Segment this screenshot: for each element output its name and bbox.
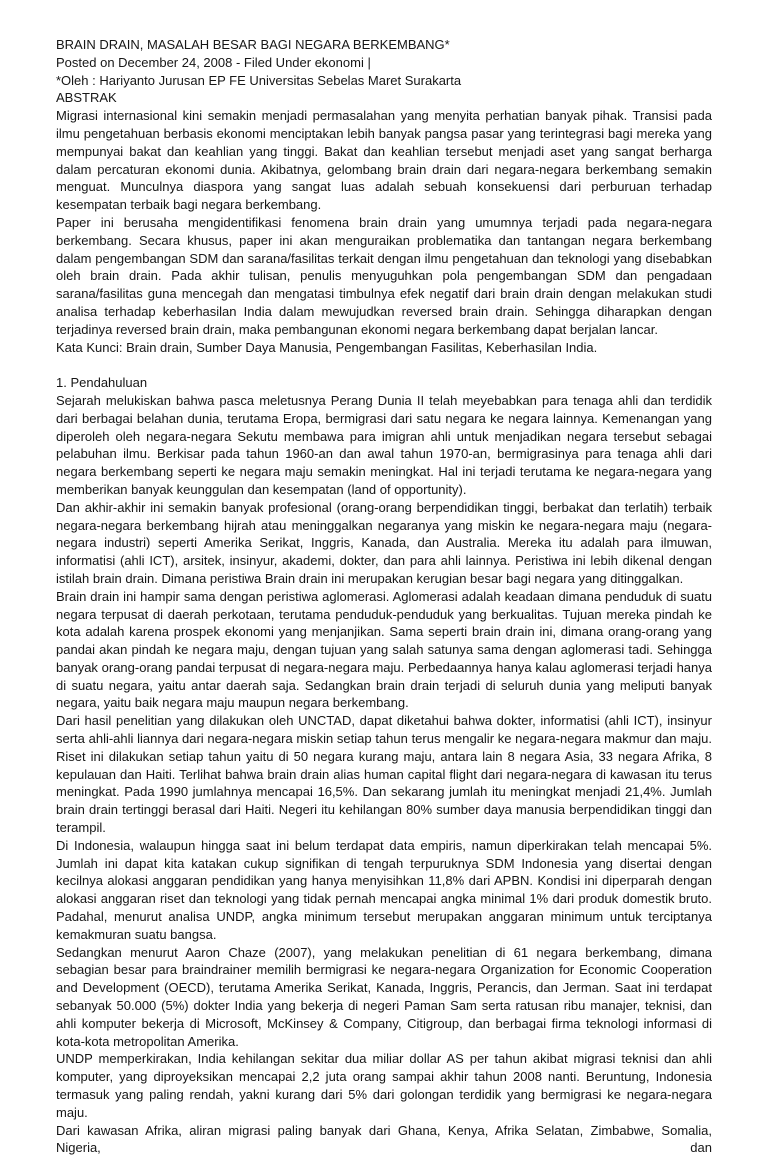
- intro-paragraph-3: Brain drain ini hampir sama dengan peristiwa aglomerasi. Aglomerasi adalah keadaan dimana penduduk di suatu negara terpusat di daerah perkotaan, terutama penduduk-penduduk yang berkualitas. Tujuan mereka pindah ke kota adalah karena prospek ekonomi yang menjanjikan. Sama seperti brain drain ini, dimana orang-orang yang pandai akan pindah ke negara maju, dengan tujuan yang salah satunya sama dengan aglomerasi tadi. Sehingga banyak orang-orang pandai terpusat di negara-negara maju. Perbedaannya hanya kalau aglomerasi terjadi hanya di suatu negara, yaitu antar daerah saja. Sedangkan brain drain terjadi di seluruh dunia yang meliputi banyak negara, yaitu baik negara maju maupun negara berkembang.: [56, 588, 712, 711]
- document-page: [56, 36, 712, 1157]
- section-heading: 1. Pendahuluan: [56, 375, 148, 391]
- intro-paragraph-4: Dari hasil penelitian yang dilakukan oleh UNCTAD, dapat diketahui bahwa dokter, informatisi (ahli ICT), insinyur serta ahli-ahli liannya dari negara-negara miskin setiap tahun terus mengalir ke negara-negara makmur dan maju. Riset ini dilakukan setiap tahun yaitu di 50 negara kurang maju, antara lain 8 negara Asia, 33 negara Afrika, 8 kepulauan dan Haiti. Terlihat bahwa brain drain alias human capital flight dari negara-negara di kawasan itu terus meningkat. Pada 1990 jumlahnya mencapai 16,5%. Dan sekarang jumlah itu meningkat menjadi 21,4%. Jumlah brain drain tertinggi berasal dari Haiti. Negeri itu kehilangan 80% sumber daya manusia berpendidikan tinggi dan terampil.: [56, 713, 712, 836]
- document-header: [56, 36, 712, 107]
- intro-paragraph-1: Sejarah melukiskan bahwa pasca meletusnya Perang Dunia II telah meyebabkan para tenaga ahli dan terdidik dari berbagai belahan dunia, terutama Eropa, bermigrasi dari satu negara ke negara lainnya. Kemenangan yang diperoleh oleh negara-negara Sekutu membawa para imigran ahli untuk menjadikan negara tersebut sebagai pelabuhan ilmu. Berkisar pada tahun 1960-an dan awal tahun 1970-an, bermigrasinya para tenaga ahli dari negara berkembang seperti ke negara maju semakin meningkat. Hal ini terjadi terutama ke negara-negara yang memberikan banyak keunggulan dan kesempatan (land of opportunity).: [56, 392, 712, 497]
- author-line: *Oleh : Hariyanto Jurusan EP FE Universitas Sebelas Maret Surakarta: [56, 72, 462, 88]
- abstract-section: [56, 107, 712, 356]
- intro-paragraph-2: Dan akhir-akhir ini semakin banyak profesional (orang-orang berpendidikan tinggi, berbakat dan terlatih) terbaik negara-negara berkembang hijrah atau meninggalkan negaranya yang miskin ke negara-negara maju (negara-negara industri) seperti Amerika Serikat, Inggris, Kanada, dan Australia. Mereka itu adalah para ilmuwan, informatisi (ahli ICT), arsitek, insinyur, akademi, dokter, dan para ahli lainnya. Peristiwa ini lebih dikenal dengan istilah brain drain. Dimana peristiwa Brain drain ini merupakan kerugian besar bagi negara yang ditinggalkan.: [56, 499, 712, 586]
- keywords-line: Kata Kunci: Brain drain, Sumber Daya Manusia, Pengembangan Fasilitas, Keberhasilan India.: [56, 339, 598, 355]
- post-meta: Posted on December 24, 2008 - Filed Under ekonomi |: [56, 54, 371, 70]
- abstract-heading: ABSTRAK: [56, 90, 117, 106]
- intro-paragraph-8-partial: Dari kawasan Afrika, aliran migrasi paling banyak dari Ghana, Kenya, Afrika Selatan, Zimbabwe, Somalia, Nigeria, dan: [56, 1122, 712, 1156]
- intro-paragraph-5: Di Indonesia, walaupun hingga saat ini belum terdapat data empiris, namun diperkirakan telah mencapai 5%. Jumlah ini dapat kita katakan cukup signifikan di tengah terpuruknya SDM Indonesia yang disertai dengan kecilnya alokasi anggaran pendidikan yang hanya menyisihkan 11,8% dari APBN. Kondisi ini diperparah dengan alokasi anggaran riset dan teknologi yang tidak pernah mencapai angka minimal 1% dari produk domestik bruto. Padahal, menurut analisa UNDP, angka minimum tersebut merupakan anggaran minimum untuk terciptanya kemakmuran suatu bangsa.: [56, 837, 712, 942]
- document-title: BRAIN DRAIN, MASALAH BESAR BAGI NEGARA BERKEMBANG*: [56, 37, 450, 52]
- intro-paragraph-7: UNDP memperkirakan, India kehilangan sekitar dua miliar dollar AS per tahun akibat migrasi teknisi dan ahli komputer, yang diproyeksikan mencapai 2,2 juta orang sampai akhir tahun 2008 nanti. Beruntung, Indonesia termasuk yang paling rendah, yakni kurang dari 5% dari golongan terdidik yang bermigrasi ke negara-negara maju.: [56, 1051, 712, 1120]
- introduction-section: [56, 374, 712, 1157]
- intro-paragraph-6: Sedangkan menurut Aaron Chaze (2007), yang melakukan penelitian di 61 negara berkembang, dimana sebagian besar para braindrainer memilih bermigrasi ke negara-negara Organization for Economic Cooperation and Development (OECD), terutama Amerika Serikat, Kanada, Inggris, Perancis, dan Jerman. Saat ini terdapat sebanyak 50.000 (5%) dokter India yang bekerja di negeri Paman Sam serta ratusan ribu manajer, teknisi, dan ahli komputer bekerja di Microsoft, McKinsey & Company, Citigroup, dan berbagai firma teknologi informasi di kota-kota metropolitan Amerika.: [56, 944, 712, 1049]
- section-spacer: [56, 356, 712, 374]
- abstract-paragraph-1: Migrasi internasional kini semakin menjadi permasalahan yang menyita perhatian banyak pihak. Transisi pada ilmu pengetahuan berbasis ekonomi menciptakan lebih banyak pangsa pasar yang terintegrasi bagi mereka yang mempunyai bakat dan keahlian yang tinggi. Bakat dan keahlian tersebut menjadi aset yang sangat berharga dalam percaturan ekonomi dunia. Akibatnya, gelombang brain drain dari negara-negara berkembang semakin menguat. Munculnya diaspora yang sangat luas adalah sebuah konsekuensi dari perburuan terhadap kesempatan terbaik bagi negara berkembang.: [56, 108, 712, 213]
- abstract-paragraph-2: Paper ini berusaha mengidentifikasi fenomena brain drain yang umumnya terjadi pada negara-negara berkembang. Secara khusus, paper ini akan menguraikan problematika dan tantangan negara berkembang dalam pengembangan SDM dan sarana/fasilitas terkait dengan ilmu pengetahuan dan teknologi yang disebabkan oleh brain drain. Pada akhir tulisan, penulis menyuguhkan pola pengembangan SDM dan pengadaan sarana/fasilitas guna mencegah dan mengatasi timbulnya efek negatif dari brain drain dengan melakukan studi analisa terhadap keberhasilan India dalam mewujudkan reversed brain drain. Sehingga diharapkan dengan terjadinya reversed brain drain, maka pembangunan ekonomi negara berkembang dapat berjalan lancar.: [56, 214, 712, 337]
